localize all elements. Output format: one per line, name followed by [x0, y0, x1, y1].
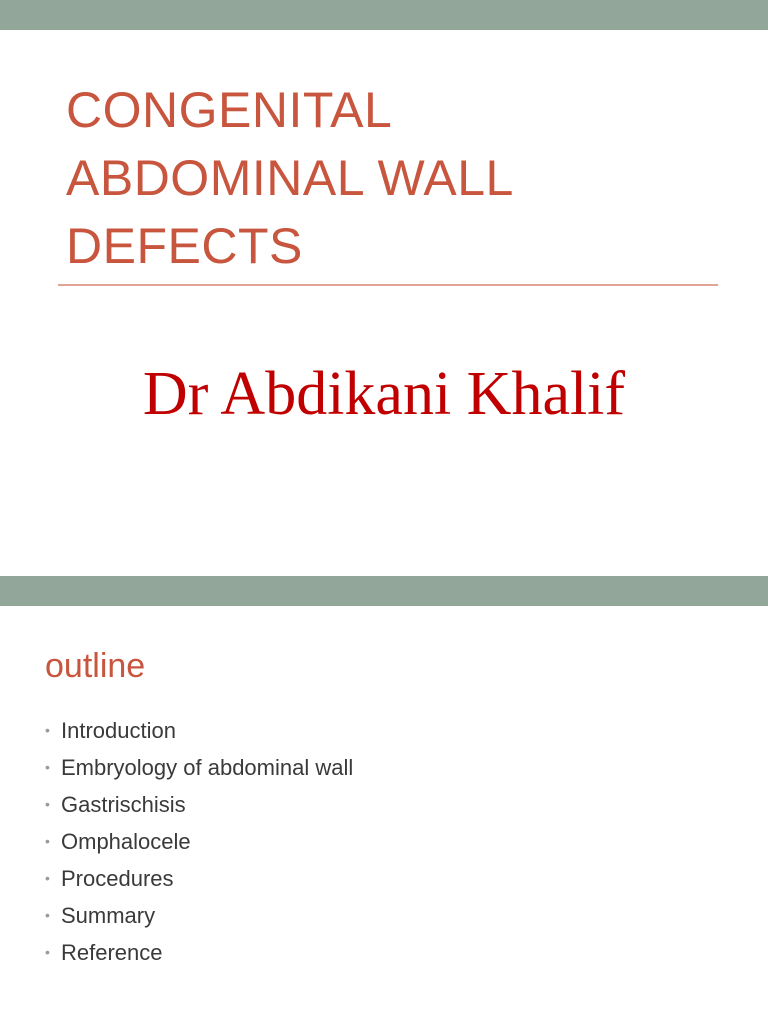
title-divider	[58, 284, 718, 286]
list-item	[45, 749, 353, 786]
outline-list	[45, 712, 353, 971]
list-item-label: Summary	[61, 903, 156, 928]
slide-header-bar	[0, 0, 768, 30]
bullet-icon: •	[45, 796, 50, 812]
list-item-label: Procedures	[61, 866, 174, 891]
list-item	[45, 934, 353, 971]
list-item-label: Gastrischisis	[61, 792, 186, 817]
bullet-icon: •	[45, 944, 50, 960]
list-item	[45, 897, 353, 934]
list-item-label: Introduction	[61, 718, 176, 743]
slide-title: CONGENITAL ABDOMINAL WALL DEFECTS	[66, 82, 514, 274]
slide-header-bar	[0, 576, 768, 606]
bullet-icon: •	[45, 722, 50, 738]
list-item	[45, 786, 353, 823]
list-item-label: Embryology of abdominal wall	[61, 755, 354, 780]
bullet-icon: •	[45, 870, 50, 886]
list-item	[45, 860, 353, 897]
author-name: Dr Abdikani Khalif	[142, 360, 626, 428]
list-item	[45, 712, 353, 749]
list-item	[45, 823, 353, 860]
outline-heading: outline	[45, 647, 146, 685]
bullet-icon: •	[45, 833, 50, 849]
list-item-label: Reference	[61, 940, 163, 965]
list-item-label: Omphalocele	[61, 829, 191, 854]
bullet-icon: •	[45, 759, 50, 775]
bullet-icon: •	[45, 907, 50, 923]
outline-slide	[0, 576, 768, 1024]
